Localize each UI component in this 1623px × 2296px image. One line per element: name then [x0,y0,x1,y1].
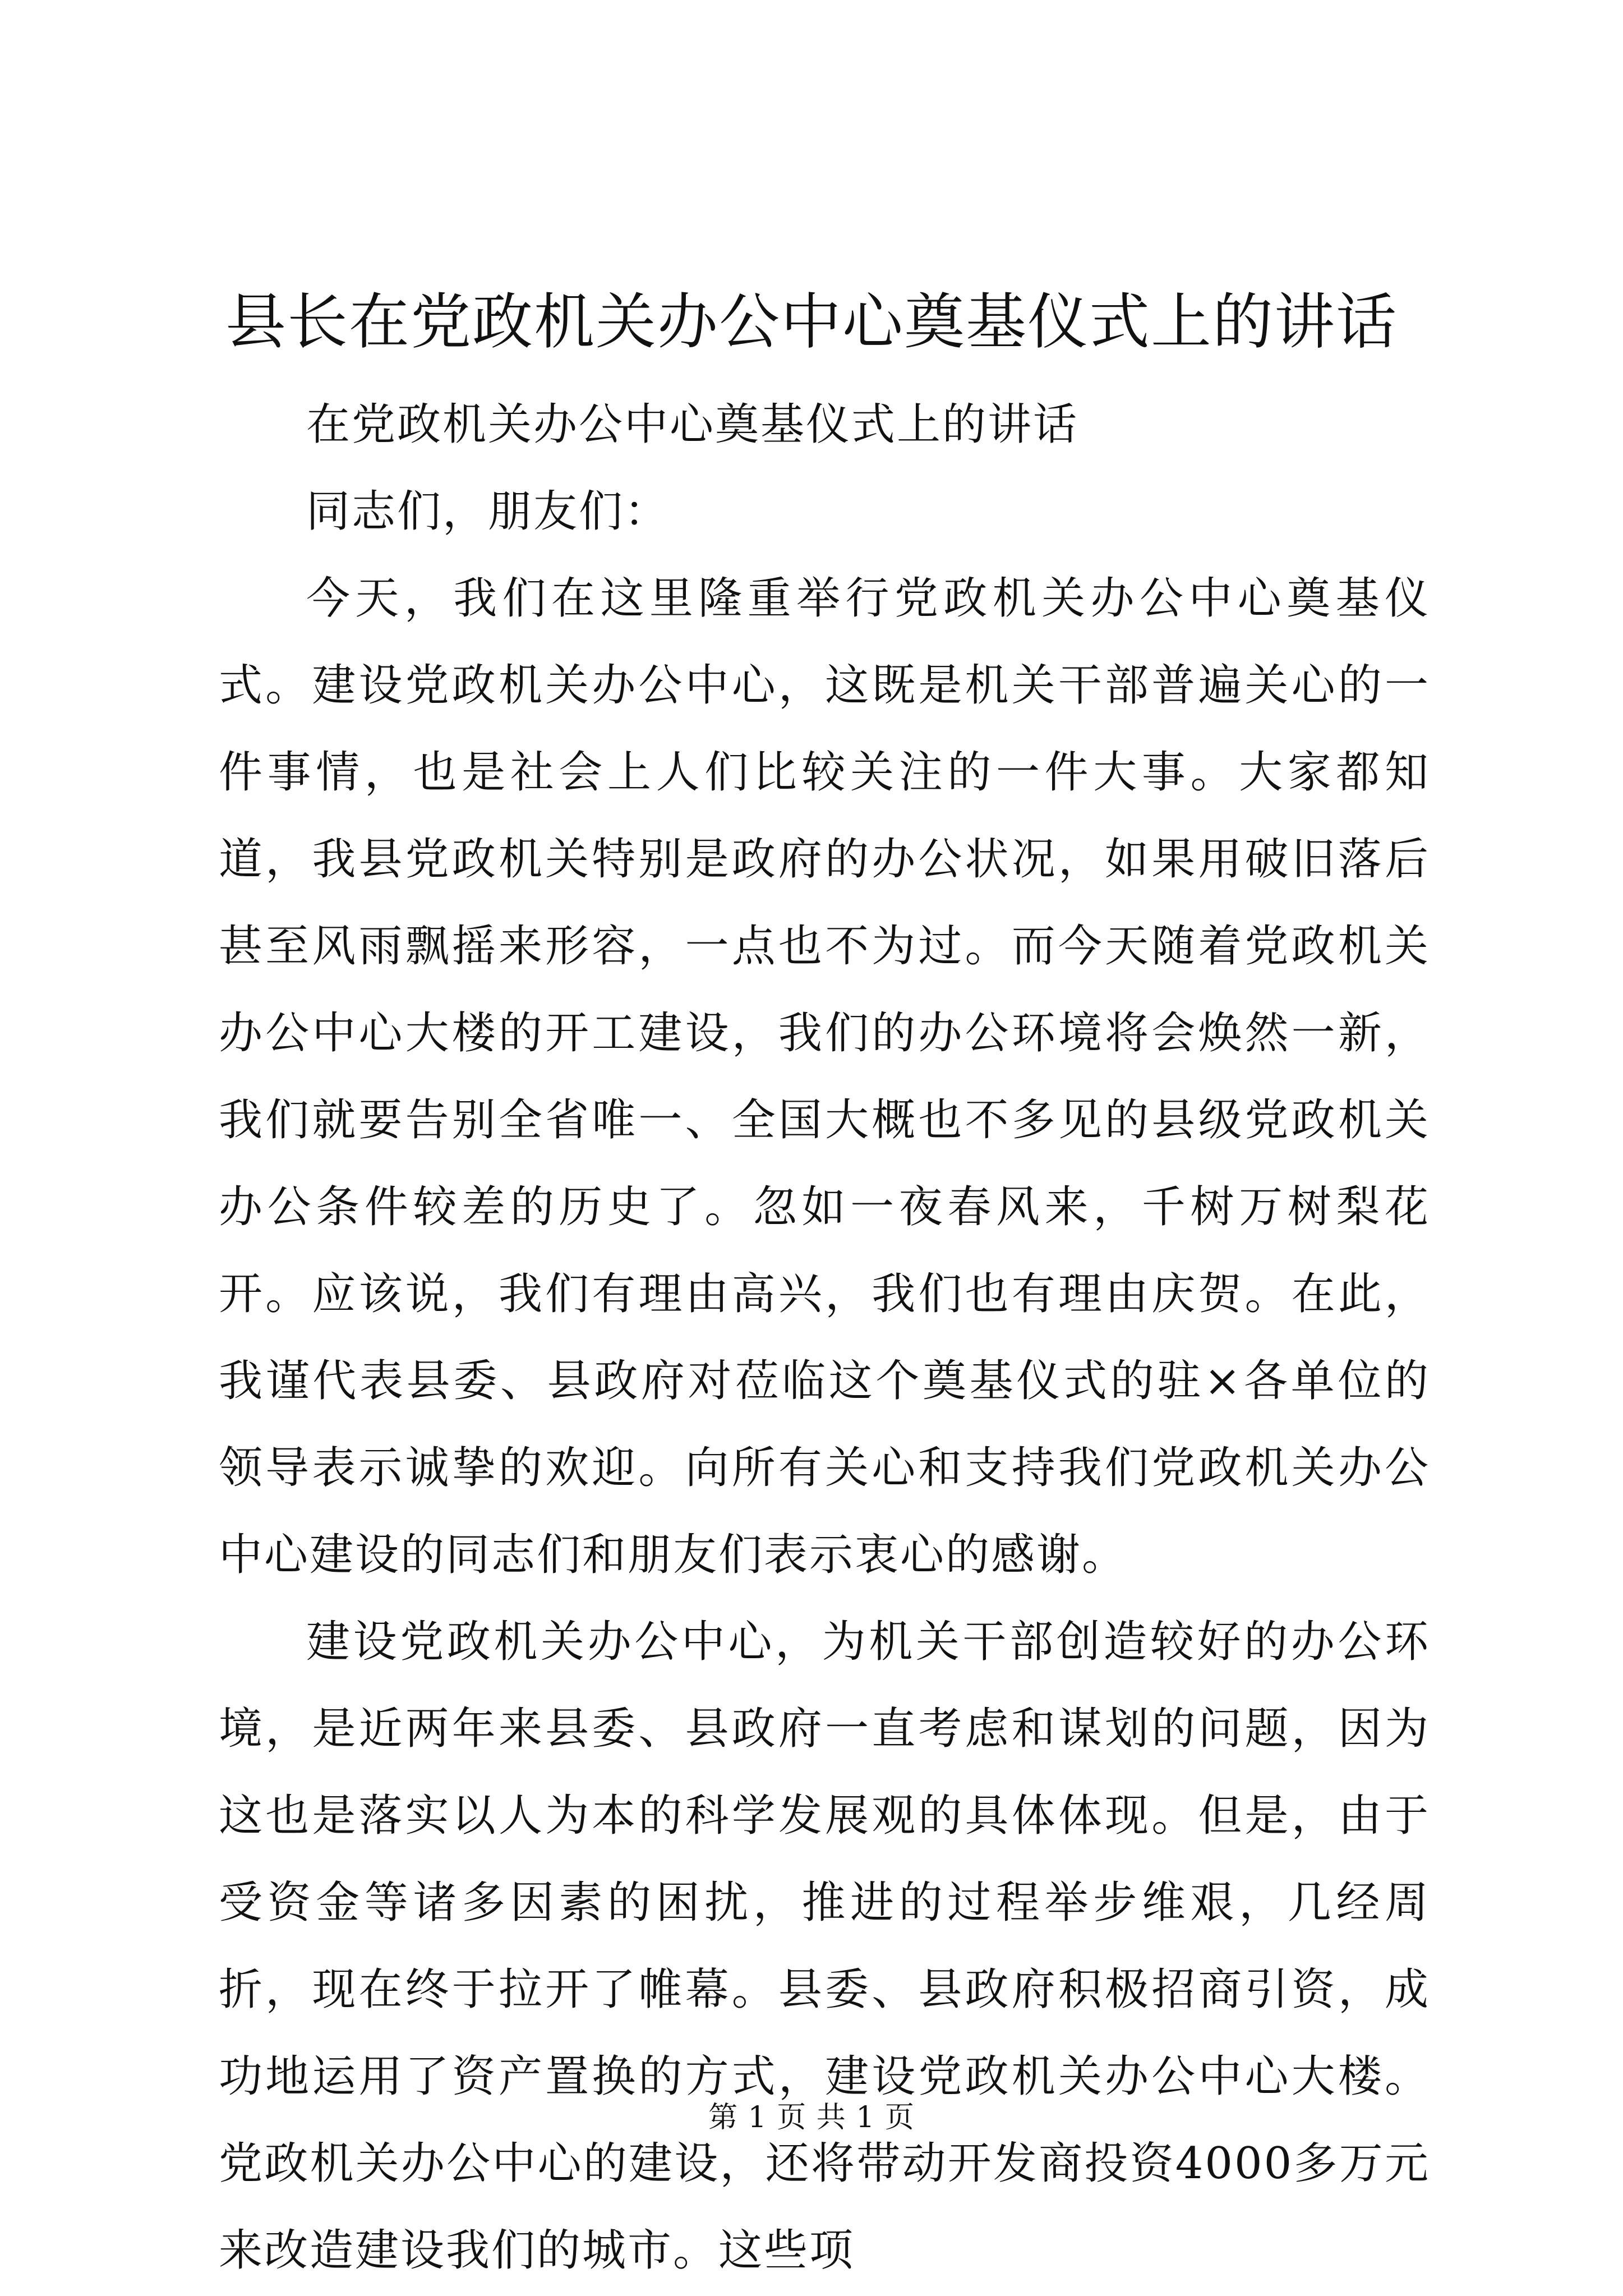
document-title: 县长在党政机关办公中心奠基仪式上的讲话 [225,287,1398,357]
salutation-paragraph: 同志们，朋友们： [306,486,670,537]
body-paragraph: 今天，我们在这里隆重举行党政机关办公中心奠基仪式。建设党政机关办公中心，这既是机关干部普遍关心的一件事情，也是社会上人们比较关注的一件大事。大家都知道，我县党政机关特别是政府的办公状况，如果用破旧落后甚至风雨飘摇来形容，一点也不为过。而今天随着党政机关办公中心大楼的开工建设，我们的办公环境将会焕然一新，我们就要告别全省唯一、全国大概也不多见的县级党政机关办公条件较差的历史了。忽如一夜春风来，千树万树梨花开。应该说，我们有理由高兴，我们也有理由庆贺。在此，我谨代表县委、县政府对莅临这个奠基仪式的驻×各单位的领导表示诚挚的欢迎。向所有关心和支持我们党政机关办公中心建设的同志们和朋友们表示衷心的感谢。 [219,573,1430,1580]
page-footer: 第 1 页 共 1 页 [708,2101,915,2134]
body-paragraph: 建设党政机关办公中心，为机关干部创造较好的办公环境，是近两年来县委、县政府一直考虑和谋划的问题，因为这也是落实以人为本的科学发展观的具体体现。但是，由于受资金等诸多因素的困扰，推进的过程举步维艰，几经周折，现在终于拉开了帷幕。县委、县政府积极招商引资，成功地运用了资产置换的方式，建设党政机关办公中心大楼。党政机关办公中心的建设，还将带动开发商投资4000多万元来改造建设我们的城市。这些项 [219,1617,1430,2276]
subtitle-paragraph: 在党政机关办公中心奠基仪式上的讲话 [306,399,1079,450]
document-body [219,381,1430,2294]
